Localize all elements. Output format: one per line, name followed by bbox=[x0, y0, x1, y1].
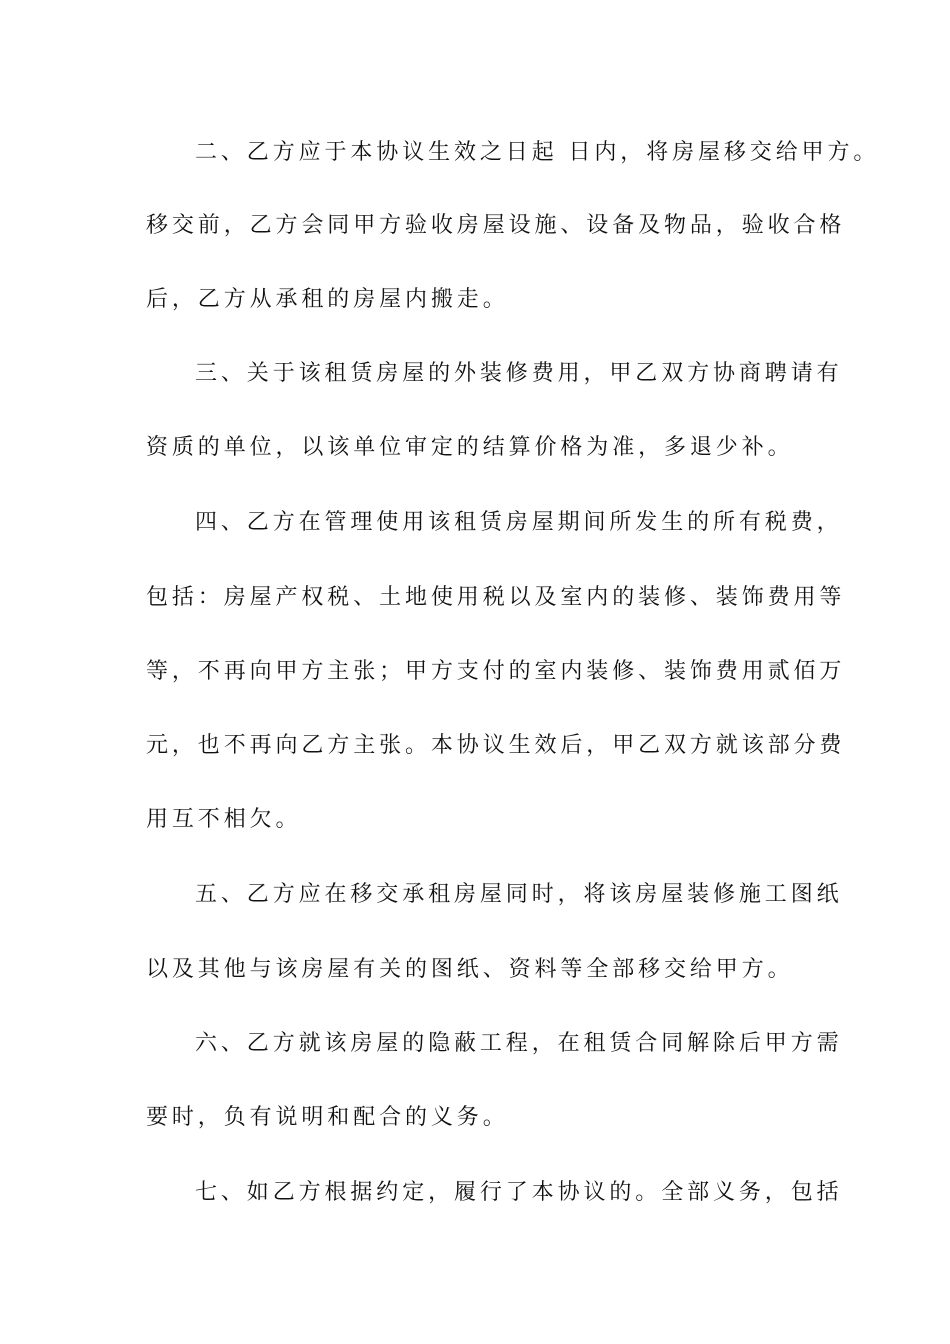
clause-7-line-1: 七、如乙方根据约定，履行了本协议的。全部义务，包括 bbox=[195, 1180, 843, 1205]
clause-5-line-1: 五、乙方应在移交承租房屋同时，将该房屋装修施工图纸 bbox=[195, 882, 843, 907]
clause-4-line-2: 包括：房屋产权税、土地使用税以及室内的装修、装饰费用等 bbox=[146, 585, 846, 610]
clause-2-line-3: 后，乙方从承租的房屋内搬走。 bbox=[146, 287, 509, 312]
clause-5-line-2: 以及其他与该房屋有关的图纸、资料等全部移交给甲方。 bbox=[146, 957, 794, 982]
clause-3-line-1: 三、关于该租赁房屋的外装修费用，甲乙双方协商聘请有 bbox=[195, 361, 843, 386]
clause-2-line-2: 移交前，乙方会同甲方验收房屋设施、设备及物品，验收合格 bbox=[146, 213, 846, 238]
clause-4-line-5: 用互不相欠。 bbox=[146, 807, 302, 832]
clause-6-line-2: 要时，负有说明和配合的义务。 bbox=[146, 1105, 509, 1130]
clause-4-line-3: 等，不再向甲方主张；甲方支付的室内装修、装饰费用贰佰万 bbox=[146, 659, 846, 684]
clause-4-line-4: 元，也不再向乙方主张。本协议生效后，甲乙双方就该部分费 bbox=[146, 733, 846, 758]
clause-2-line-1: 二、乙方应于本协议生效之日起 日内，将房屋移交给甲方。 bbox=[195, 140, 880, 165]
clause-3-line-2: 资质的单位，以该单位审定的结算价格为准，多退少补。 bbox=[146, 435, 794, 460]
clause-4-line-1: 四、乙方在管理使用该租赁房屋期间所发生的所有税费， bbox=[195, 510, 843, 535]
clause-6-line-1: 六、乙方就该房屋的隐蔽工程，在租赁合同解除后甲方需 bbox=[195, 1031, 843, 1056]
